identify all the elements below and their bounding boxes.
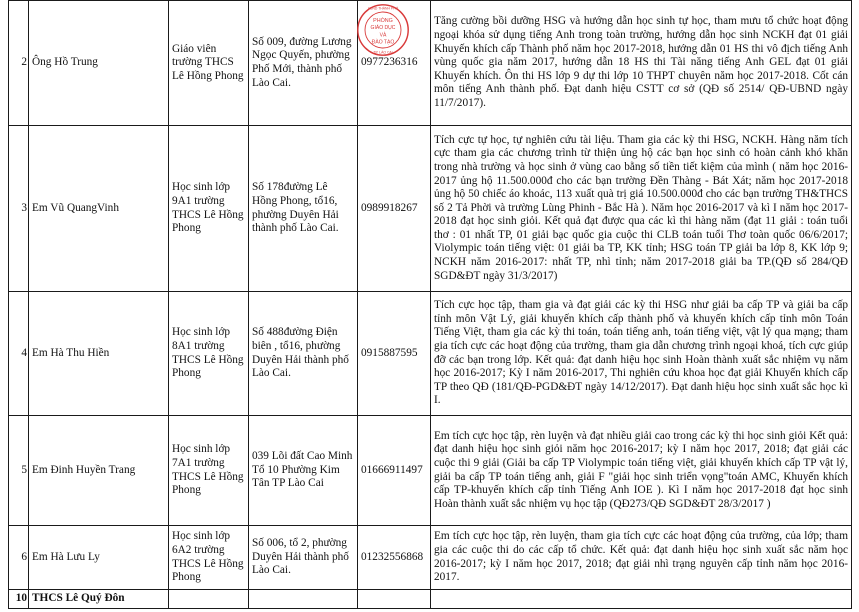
- achievement-text: Tăng cường bồi dưỡng HSG và hướng dẫn học sinh tự học, tham mưu tổ chức hoạt động ngoại khóa sử dụng tiếng Anh trong toàn trường, hướng dẫn học sinh NCKH đạt 01 giải Khuyến khích cấp Thành phố năm học 2017-2018, hướng dẫn 01 HS thi vô địch tiếng Anh vùng quốc gia năm 2017, hướng dẫn 18 HS thi Tài năng tiếng Anh GEL đạt 01 giải Khuyến khích. Ôn thi HS lớp 9 dự thi lớp 10 THPT chuyên năm học 2017-2018. Cốt cán môn tiếng Anh thành phố. Đạt danh hiệu CSTT cơ sở (QĐ số 2514/ QĐ-UBND ngày 11/7/2017).: [431, 1, 852, 126]
- seal-line1: PHÒNG: [373, 17, 393, 24]
- table-row: [9, 292, 852, 416]
- page: [8, 0, 851, 612]
- official-seal-icon: [356, 3, 410, 57]
- section-row: [9, 590, 852, 609]
- table-row: [9, 416, 852, 526]
- person-name: Em Đinh Huyền Trang: [29, 416, 169, 526]
- table-row: [9, 126, 852, 292]
- achievement-text: Tích cực học tập, tham gia và đạt giải các kỳ thi HSG như giải ba cấp TP và giải ba cấp tỉnh môn Vật Lý, giải khuyến khích cấp thành phố và khuyến khích cấp tỉnh môn Toán Tiếng Việt, tham gia các kỳ thi toán, toán tiếng anh, toán tiếng việt, vật lý qua mạng; tham gia tích cực các hoạt động của trường, tham gia dẫn chương trình ngoại khoá, tích cực giúp đỡ các bạn trong lớp. Kết quả: đạt danh hiệu học sinh Hoàn thành xuất sắc nhiệm vụ năm học 2016-2017; Kỳ I năm 2016-2017, Thi nghiên cứu khoa học đạt giải Khuyến khích cấp TP theo QĐ (181/QĐ-PGD&ĐT ngày 14/12/2017). Đạt danh hiệu học sinh xuất sắc học kì I.: [431, 292, 852, 416]
- seal-bottom-text: TP. LÀO CAI: [373, 50, 393, 55]
- person-address: Số 178đường Lê Hồng Phong, tổ16, phường Duyên Hải thành phố Lào Cai.: [249, 126, 358, 292]
- person-position: Học sinh lớp 8A1 trường THCS Lê Hồng Phong: [169, 292, 249, 416]
- person-address: Số 488đường Điện biên , tổ16, phường Duyên Hải thành phố Lào Cai.: [249, 292, 358, 416]
- row-number: 3: [9, 126, 29, 292]
- person-phone: 0915887595: [358, 292, 431, 416]
- empty-cell: [169, 590, 249, 609]
- achievement-text: Em tích cực học tập, rèn luyện và đạt nhiều giải cao trong các kỳ thi học sinh giỏi Kết quả: đạt danh hiệu học sinh giỏi năm học 2016-2017; kỳ I năm học 2017, 2018; đạt giải các cuộc thi 9 giải (Giải ba cấp TP Violympic toán tiếng việt, giải khuyến khích cấp TP vật lý, giải ba cấp TP toán tiếng anh, giải F "giải học sinh triển vọng"toán AMC, Khuyến khích cấp TP-khuyến khích cấp tỉnh Tiếng Anh IOE ). Kì I năm học 2017-2018 đạt học sinh Hoàn thành xuất sắc nhiệm vụ học tập (QĐ273/QĐ SGD&ĐT 28/3/2017 ): [431, 416, 852, 526]
- seal-line2: GIÁO DỤC: [370, 25, 396, 32]
- person-address: 039 Lõi đất Cao Minh Tổ 10 Phường Kim Tân TP Lào Cai: [249, 416, 358, 526]
- person-name: Em Hà Thu Hiền: [29, 292, 169, 416]
- table-row: [9, 526, 852, 590]
- table-row: [9, 1, 852, 126]
- person-phone-cell: [358, 1, 431, 126]
- row-number: 2: [9, 1, 29, 126]
- seal-line4: ĐÀO TẠO: [371, 39, 395, 46]
- person-position: Học sinh lớp 6A2 trường THCS Lê Hồng Phong: [169, 526, 249, 590]
- person-position: Học sinh lớp 7A1 trường THCS Lê Hồng Phong: [169, 416, 249, 526]
- empty-cell: [431, 590, 852, 609]
- person-address: Số 009, đường Lương Ngọc Quyến, phường Phố Mới, thành phố Lào Cai.: [249, 1, 358, 126]
- person-address: Số 006, tổ 2, phường Duyên Hải thành phố Lào Cai.: [249, 526, 358, 590]
- person-phone: 0977236316: [361, 56, 418, 69]
- row-number: 5: [9, 416, 29, 526]
- person-name: Ông Hồ Trung: [29, 1, 169, 126]
- empty-cell: [249, 590, 358, 609]
- empty-cell: [358, 590, 431, 609]
- person-position: Học sinh lớp 9A1 trường THCS Lê Hồng Phong: [169, 126, 249, 292]
- seal-line3: VÀ: [379, 32, 387, 39]
- person-name: Em Vũ QuangVinh: [29, 126, 169, 292]
- person-phone: 01232556868: [358, 526, 431, 590]
- row-number: 4: [9, 292, 29, 416]
- achievement-text: Tích cực tự học, tự nghiên cứu tài liệu. Tham gia các kỳ thi HSG, NCKH. Hàng năm tích cực tham gia các chương trình từ thiện ủng hộ các bạn học sinh có hoàn cảnh khó khăn trong nhà trường và học sinh ở vùng cao bằng số tiền tiết kiệm của mình ( năm học 2016-2017 ủng hộ 11.500.000đ cho các bạn trường Đền Thàng - Bát Xát; năm học 2017-2018 ủng hộ 50 chiếc áo khoác, 113 xuất quà trị giá 10.500.000đ cho các bạn trường TH&THCS số 2 Tả Phời và trường Lùng Phinh - Bắc Hà ). Năm học 2016-2017 và kì I năm học 2017-2018 đạt học sinh giỏi. Kết quả đạt được qua các kì thi hàng năm (đạt 11 giải : toán tuổi thơ : 01 nhất TP, 01 giải bạc quốc gia cuộc thi CLB toán tuổi Thơ toàn quốc 06/6/2017; Violympic toán tiếng việt: 01 giải ba TP, KK tỉnh; HSG toán TP giải ba lớp 8, KK lớp 9; NCKH năm 2016-2017: nhất TP, nhì tỉnh; năm 2017-2018 giải ba TP.(QĐ số 284/QĐ SGD&ĐT ngày 31/3/2017): [431, 126, 852, 292]
- person-name: Em Hà Lưu Ly: [29, 526, 169, 590]
- section-number: 10: [9, 590, 29, 609]
- seal-top-text: UBND THÀNH PHỐ: [367, 6, 399, 11]
- person-phone: 01666911497: [358, 416, 431, 526]
- person-phone: 0989918267: [358, 126, 431, 292]
- row-number: 6: [9, 526, 29, 590]
- section-name: THCS Lê Quý Đôn: [29, 590, 169, 609]
- achievement-text: Em tích cực học tập, rèn luyện, tham gia tích cực các hoạt động của trường, của lớp; tham gia các cuộc thi do các cấp tổ chức. Kết quả: đạt danh hiệu học sinh xuất sắc năm học 2016-2017; kỳ I năm học 2017, 2018; đạt giải nhì trạng nguyên cấp tỉnh năm học 2016-2017.: [431, 526, 852, 590]
- person-position: Giáo viên trường THCS Lê Hồng Phong: [169, 1, 249, 126]
- award-nominee-table: [8, 0, 852, 609]
